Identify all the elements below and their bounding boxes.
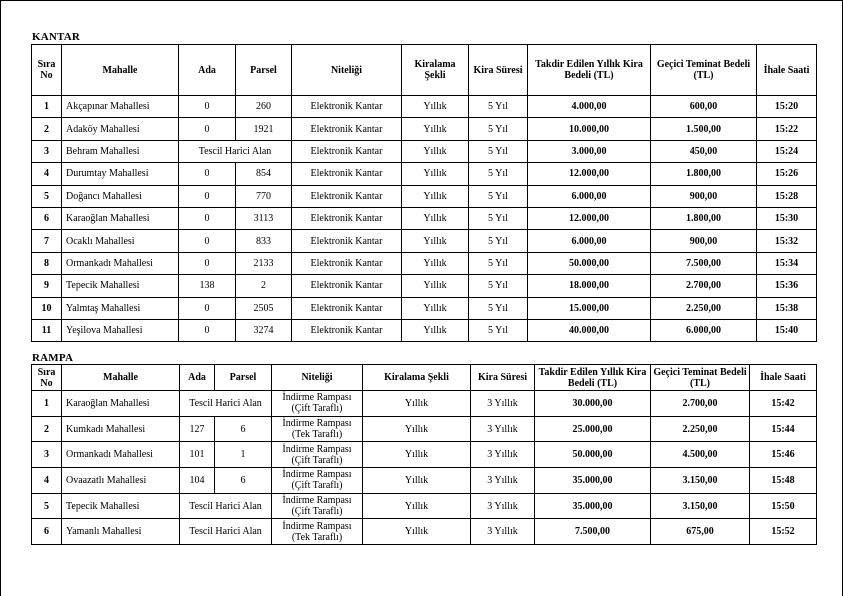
ada-cell: 104 [180, 468, 215, 494]
niteligi-cell: Elektronik Kantar [292, 252, 402, 274]
takdir-bedeli-cell: 30.000,00 [535, 391, 651, 417]
header-ada: Ada [180, 365, 215, 391]
teminat-bedeli-cell: 7.500,00 [651, 252, 757, 274]
parsel-cell: 854 [236, 163, 292, 185]
niteligi-line-1: İndirme Rampası [282, 418, 352, 430]
teminat-bedeli-cell: 2.700,00 [651, 275, 757, 297]
kira-suresi-cell: 5 Yıl [469, 140, 528, 162]
ada-cell: 0 [179, 252, 236, 274]
header-mahalle: Mahalle [62, 45, 179, 96]
niteligi-cell: Elektronik Kantar [292, 230, 402, 252]
sira-no-cell: 1 [32, 391, 62, 417]
takdir-bedeli-cell: 6.000,00 [528, 185, 651, 207]
takdir-bedeli-cell: 4.000,00 [528, 96, 651, 118]
mahalle-cell: Ormankadı Mahallesi [62, 442, 180, 468]
niteligi-line-1: İndirme Rampası [282, 495, 352, 507]
teminat-bedeli-cell: 2.250,00 [651, 297, 757, 319]
ihale-saati-cell: 15:26 [757, 163, 817, 185]
sira-no-cell: 3 [32, 442, 62, 468]
kiralama-sekli-cell: Yıllık [402, 140, 469, 162]
teminat-bedeli-cell: 1.800,00 [651, 207, 757, 229]
teminat-bedeli-cell: 1.500,00 [651, 118, 757, 140]
sira-no-cell: 4 [32, 468, 62, 494]
takdir-bedeli-cell: 12.000,00 [528, 163, 651, 185]
parsel-cell: 2505 [236, 297, 292, 319]
takdir-bedeli-cell: 50.000,00 [528, 252, 651, 274]
niteligi-cell [272, 391, 363, 417]
teminat-bedeli-cell: 3.150,00 [651, 468, 750, 494]
niteligi-cell: Elektronik Kantar [292, 118, 402, 140]
parsel-cell: 770 [236, 185, 292, 207]
niteligi-line-2: (Çift Taraflı) [291, 480, 343, 492]
mahalle-cell: Behram Mahallesi [62, 140, 179, 162]
header-teminat-bedeli: Geçici Teminat Bedeli (TL) [651, 45, 757, 96]
header-takdir-bedeli: Takdir Edilen Yıllık Kira Bedeli (TL) [535, 365, 651, 391]
niteligi-cell: Elektronik Kantar [292, 163, 402, 185]
mahalle-cell: Karaoğlan Mahallesi [62, 207, 179, 229]
header-kiralama-sekli: Kiralama Şekli [363, 365, 471, 391]
niteligi-cell [272, 519, 363, 545]
niteligi-cell [272, 442, 363, 468]
teminat-bedeli-cell: 2.250,00 [651, 416, 750, 442]
kira-suresi-cell: 3 Yıllık [471, 519, 535, 545]
kiralama-sekli-cell: Yıllık [363, 416, 471, 442]
ihale-saati-cell: 15:28 [757, 185, 817, 207]
kiralama-sekli-cell: Yıllık [363, 442, 471, 468]
kiralama-sekli-cell: Yıllık [363, 493, 471, 519]
sira-no-cell: 2 [32, 416, 62, 442]
parsel-cell: 833 [236, 230, 292, 252]
ihale-saati-cell: 15:52 [750, 519, 817, 545]
parsel-cell: 260 [236, 96, 292, 118]
takdir-bedeli-cell: 40.000,00 [528, 319, 651, 341]
sira-no-cell: 5 [32, 185, 62, 207]
ihale-saati-cell: 15:32 [757, 230, 817, 252]
ihale-saati-cell: 15:40 [757, 319, 817, 341]
ada-parsel-cell: Tescil Harici Alan [180, 493, 272, 519]
ada-parsel-cell: Tescil Harici Alan [179, 140, 292, 162]
table-row [32, 140, 817, 162]
ada-cell: 0 [179, 319, 236, 341]
ada-parsel-cell: Tescil Harici Alan [180, 519, 272, 545]
niteligi-cell [272, 416, 363, 442]
takdir-bedeli-cell: 50.000,00 [535, 442, 651, 468]
kiralama-sekli-cell: Yıllık [402, 230, 469, 252]
parsel-cell: 3274 [236, 319, 292, 341]
table-row [32, 275, 817, 297]
ihale-saati-cell: 15:44 [750, 416, 817, 442]
header-ihale-saati: İhale Saati [757, 45, 817, 96]
ada-cell: 101 [180, 442, 215, 468]
ada-parsel-cell: Tescil Harici Alan [180, 391, 272, 417]
niteligi-line-2: (Tek Taraflı) [291, 531, 343, 543]
teminat-bedeli-cell: 1.800,00 [651, 163, 757, 185]
sira-no-cell: 6 [32, 207, 62, 229]
ada-cell: 127 [180, 416, 215, 442]
sira-no-cell: 8 [32, 252, 62, 274]
kiralama-sekli-cell: Yıllık [363, 468, 471, 494]
rampa-table [31, 364, 817, 545]
header-kira-suresi: Kira Süresi [469, 45, 528, 96]
kira-suresi-cell: 5 Yıl [469, 252, 528, 274]
ihale-saati-cell: 15:48 [750, 468, 817, 494]
niteligi-cell: Elektronik Kantar [292, 319, 402, 341]
kiralama-sekli-cell: Yıllık [363, 391, 471, 417]
ada-cell: 0 [179, 230, 236, 252]
header-sira-no: Sıra No [32, 45, 62, 96]
takdir-bedeli-cell: 35.000,00 [535, 493, 651, 519]
parsel-cell: 6 [215, 416, 272, 442]
table-row [32, 252, 817, 274]
ada-cell: 0 [179, 297, 236, 319]
teminat-bedeli-cell: 2.700,00 [651, 391, 750, 417]
teminat-bedeli-cell: 600,00 [651, 96, 757, 118]
niteligi-cell: Elektronik Kantar [292, 185, 402, 207]
takdir-bedeli-cell: 35.000,00 [535, 468, 651, 494]
table-row [32, 185, 817, 207]
table-row [32, 163, 817, 185]
niteligi-cell: Elektronik Kantar [292, 207, 402, 229]
sira-no-cell: 6 [32, 519, 62, 545]
takdir-bedeli-cell: 18.000,00 [528, 275, 651, 297]
ada-cell: 0 [179, 207, 236, 229]
mahalle-cell: Tepecik Mahallesi [62, 275, 179, 297]
ada-cell: 0 [179, 163, 236, 185]
mahalle-cell: Durumtay Mahallesi [62, 163, 179, 185]
niteligi-line-2: (Tek Taraflı) [291, 429, 343, 441]
kira-suresi-cell: 3 Yıllık [471, 493, 535, 519]
kiralama-sekli-cell: Yıllık [402, 319, 469, 341]
takdir-bedeli-cell: 12.000,00 [528, 207, 651, 229]
kira-suresi-cell: 5 Yıl [469, 207, 528, 229]
mahalle-cell: Ocaklı Mahallesi [62, 230, 179, 252]
teminat-bedeli-cell: 3.150,00 [651, 493, 750, 519]
kiralama-sekli-cell: Yıllık [402, 185, 469, 207]
sira-no-cell: 9 [32, 275, 62, 297]
sira-no-cell: 7 [32, 230, 62, 252]
table-row [32, 519, 817, 545]
teminat-bedeli-cell: 900,00 [651, 185, 757, 207]
sira-no-cell: 11 [32, 319, 62, 341]
mahalle-cell: Karaoğlan Mahallesi [62, 391, 180, 417]
mahalle-cell: Yeşilova Mahallesi [62, 319, 179, 341]
kiralama-sekli-cell: Yıllık [402, 96, 469, 118]
header-kira-suresi: Kira Süresi [471, 365, 535, 391]
kiralama-sekli-cell: Yıllık [402, 118, 469, 140]
ada-cell: 138 [179, 275, 236, 297]
parsel-cell: 2133 [236, 252, 292, 274]
sira-no-cell: 1 [32, 96, 62, 118]
mahalle-cell: Ovaazatlı Mahallesi [62, 468, 180, 494]
header-kiralama-sekli: Kiralama Şekli [402, 45, 469, 96]
niteligi-cell [272, 493, 363, 519]
kiralama-sekli-cell: Yıllık [402, 163, 469, 185]
ihale-saati-cell: 15:22 [757, 118, 817, 140]
table-header-row [32, 45, 817, 96]
table-row [32, 96, 817, 118]
kira-suresi-cell: 5 Yıl [469, 297, 528, 319]
table-row [32, 416, 817, 442]
ada-cell: 0 [179, 96, 236, 118]
table-row [32, 493, 817, 519]
niteligi-cell: Elektronik Kantar [292, 275, 402, 297]
kantar-table [31, 44, 817, 342]
kira-suresi-cell: 5 Yıl [469, 163, 528, 185]
sira-no-cell: 3 [32, 140, 62, 162]
kiralama-sekli-cell: Yıllık [402, 252, 469, 274]
kantar-section-title: KANTAR [32, 31, 81, 43]
sira-no-cell: 10 [32, 297, 62, 319]
teminat-bedeli-cell: 6.000,00 [651, 319, 757, 341]
niteligi-line-1: İndirme Rampası [282, 443, 352, 455]
niteligi-line-2: (Çift Taraflı) [291, 403, 343, 415]
sira-no-cell: 5 [32, 493, 62, 519]
niteligi-line-2: (Çift Taraflı) [291, 454, 343, 466]
sira-no-cell: 2 [32, 118, 62, 140]
mahalle-cell: Tepecik Mahallesi [62, 493, 180, 519]
table-header-row [32, 365, 817, 391]
takdir-bedeli-cell: 7.500,00 [535, 519, 651, 545]
kira-suresi-cell: 5 Yıl [469, 275, 528, 297]
parsel-cell: 2 [236, 275, 292, 297]
ada-cell: 0 [179, 185, 236, 207]
header-niteligi: Niteliği [292, 45, 402, 96]
takdir-bedeli-cell: 10.000,00 [528, 118, 651, 140]
parsel-cell: 3113 [236, 207, 292, 229]
niteligi-line-2: (Çift Taraflı) [291, 506, 343, 518]
table-row [32, 207, 817, 229]
table-row [32, 468, 817, 494]
teminat-bedeli-cell: 450,00 [651, 140, 757, 162]
header-takdir-bedeli: Takdir Edilen Yıllık Kira Bedeli (TL) [528, 45, 651, 96]
rampa-section-title: RAMPA [32, 352, 74, 364]
parsel-cell: 1 [215, 442, 272, 468]
kira-suresi-cell: 3 Yıllık [471, 391, 535, 417]
header-niteligi: Niteliği [272, 365, 363, 391]
header-sira-no: Sıra No [32, 365, 62, 391]
parsel-cell: 6 [215, 468, 272, 494]
table-row [32, 297, 817, 319]
kira-suresi-cell: 3 Yıllık [471, 468, 535, 494]
header-ihale-saati: İhale Saati [750, 365, 817, 391]
mahalle-cell: Yalmtaş Mahallesi [62, 297, 179, 319]
takdir-bedeli-cell: 25.000,00 [535, 416, 651, 442]
header-mahalle: Mahalle [62, 365, 180, 391]
takdir-bedeli-cell: 6.000,00 [528, 230, 651, 252]
takdir-bedeli-cell: 3.000,00 [528, 140, 651, 162]
mahalle-cell: Adaköy Mahallesi [62, 118, 179, 140]
table-row [32, 391, 817, 417]
teminat-bedeli-cell: 4.500,00 [651, 442, 750, 468]
kira-suresi-cell: 3 Yıllık [471, 416, 535, 442]
niteligi-cell: Elektronik Kantar [292, 140, 402, 162]
sira-no-cell: 4 [32, 163, 62, 185]
mahalle-cell: Ormankadı Mahallesi [62, 252, 179, 274]
kira-suresi-cell: 5 Yıl [469, 319, 528, 341]
teminat-bedeli-cell: 900,00 [651, 230, 757, 252]
kiralama-sekli-cell: Yıllık [402, 297, 469, 319]
parsel-cell: 1921 [236, 118, 292, 140]
kiralama-sekli-cell: Yıllık [363, 519, 471, 545]
ihale-saati-cell: 15:30 [757, 207, 817, 229]
header-parsel: Parsel [236, 45, 292, 96]
niteligi-line-1: İndirme Rampası [282, 392, 352, 404]
teminat-bedeli-cell: 675,00 [651, 519, 750, 545]
niteligi-cell [272, 468, 363, 494]
ihale-saati-cell: 15:36 [757, 275, 817, 297]
table-row [32, 442, 817, 468]
niteligi-line-1: İndirme Rampası [282, 520, 352, 532]
mahalle-cell: Kumkadı Mahallesi [62, 416, 180, 442]
niteligi-cell: Elektronik Kantar [292, 96, 402, 118]
kiralama-sekli-cell: Yıllık [402, 275, 469, 297]
kiralama-sekli-cell: Yıllık [402, 207, 469, 229]
table-row [32, 319, 817, 341]
niteligi-cell: Elektronik Kantar [292, 297, 402, 319]
header-parsel: Parsel [215, 365, 272, 391]
ihale-saati-cell: 15:42 [750, 391, 817, 417]
header-teminat-bedeli: Geçici Teminat Bedeli (TL) [651, 365, 750, 391]
kira-suresi-cell: 5 Yıl [469, 185, 528, 207]
kira-suresi-cell: 5 Yıl [469, 230, 528, 252]
table-row [32, 230, 817, 252]
kira-suresi-cell: 5 Yıl [469, 96, 528, 118]
header-ada: Ada [179, 45, 236, 96]
mahalle-cell: Yamanlı Mahallesi [62, 519, 180, 545]
kira-suresi-cell: 3 Yıllık [471, 442, 535, 468]
ihale-saati-cell: 15:34 [757, 252, 817, 274]
takdir-bedeli-cell: 15.000,00 [528, 297, 651, 319]
ihale-saati-cell: 15:38 [757, 297, 817, 319]
ihale-saati-cell: 15:20 [757, 96, 817, 118]
ihale-saati-cell: 15:50 [750, 493, 817, 519]
table-row [32, 118, 817, 140]
niteligi-line-1: İndirme Rampası [282, 469, 352, 481]
ihale-saati-cell: 15:46 [750, 442, 817, 468]
mahalle-cell: Akçapınar Mahallesi [62, 96, 179, 118]
ihale-saati-cell: 15:24 [757, 140, 817, 162]
ada-cell: 0 [179, 118, 236, 140]
kira-suresi-cell: 5 Yıl [469, 118, 528, 140]
mahalle-cell: Doğancı Mahallesi [62, 185, 179, 207]
